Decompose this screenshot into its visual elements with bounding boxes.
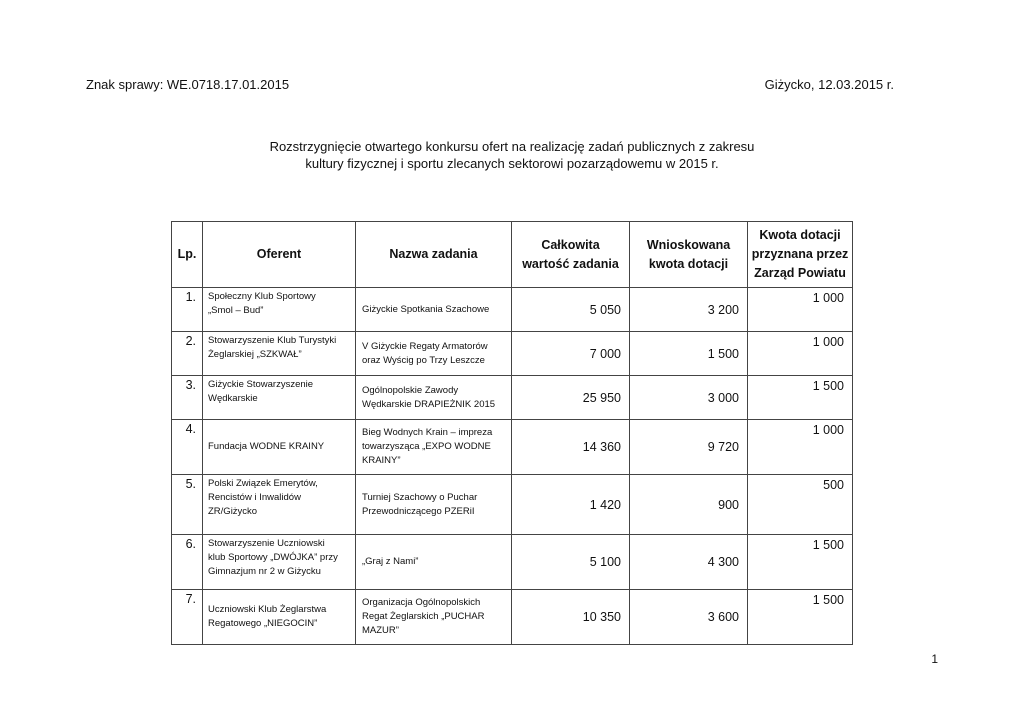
- row-oferent: Giżyckie Stowarzyszenie Wędkarskie: [203, 376, 356, 420]
- row-przyznana: 1 500: [748, 376, 853, 420]
- row-przyznana: 1 500: [748, 590, 853, 645]
- row-wnioskowana: 1 500: [630, 332, 748, 376]
- row-calkowita: 10 350: [512, 590, 630, 645]
- row-calkowita: 25 950: [512, 376, 630, 420]
- row-calkowita: 14 360: [512, 420, 630, 475]
- row-lp: 1.: [172, 288, 203, 332]
- case-reference: Znak sprawy: WE.0718.17.01.2015: [86, 77, 290, 92]
- row-calkowita: 5 050: [512, 288, 630, 332]
- row-calkowita: 7 000: [512, 332, 630, 376]
- title-line-1: Rozstrzygnięcie otwartego konkursu ofert na realizację zadań publicznych z zakresu: [269, 139, 755, 154]
- table-row: [172, 288, 853, 332]
- table-row: [172, 420, 853, 475]
- header-oferent: Oferent: [203, 222, 356, 288]
- row-oferent: Uczniowski Klub Żeglarstwa Regatowego „NIEGOCIN”: [203, 590, 356, 645]
- row-przyznana: 1 500: [748, 535, 853, 590]
- page-number: 1: [931, 652, 938, 666]
- row-zadanie: V Giżyckie Regaty Armatorów oraz Wyścig po Trzy Leszcze: [356, 332, 512, 376]
- row-lp: 2.: [172, 332, 203, 376]
- row-oferent: Polski Związek Emerytów, Rencistów i Inwalidów ZR/Giżycko: [203, 475, 356, 535]
- row-lp: 5.: [172, 475, 203, 535]
- row-zadanie: Organizacja Ogólnopolskich Regat Żeglarskich „PUCHAR MAZUR”: [356, 590, 512, 645]
- row-oferent: Społeczny Klub Sportowy „Smol – Bud”: [203, 288, 356, 332]
- row-lp: 6.: [172, 535, 203, 590]
- header-przyznana: Kwota dotacji przyznana przez Zarząd Powiatu: [748, 222, 853, 288]
- row-zadanie: Turniej Szachowy o Puchar Przewodniczącego PZERiI: [356, 475, 512, 535]
- row-przyznana: 1 000: [748, 420, 853, 475]
- row-oferent: Stowarzyszenie Uczniowski klub Sportowy „DWÓJKA” przy Gimnazjum nr 2 w Giżycku: [203, 535, 356, 590]
- row-przyznana: 500: [748, 475, 853, 535]
- table-header-row: [172, 222, 853, 288]
- row-wnioskowana: 4 300: [630, 535, 748, 590]
- row-lp: 3.: [172, 376, 203, 420]
- table-row: [172, 590, 853, 645]
- table-row: [172, 475, 853, 535]
- header-lp: Lp.: [172, 222, 203, 288]
- row-zadanie: Giżyckie Spotkania Szachowe: [356, 288, 512, 332]
- row-zadanie: „Graj z Nami”: [356, 535, 512, 590]
- row-calkowita: 1 420: [512, 475, 630, 535]
- row-wnioskowana: 3 000: [630, 376, 748, 420]
- row-wnioskowana: 900: [630, 475, 748, 535]
- document-title: [0, 138, 1024, 172]
- header-calkowita: Całkowita wartość zadania: [512, 222, 630, 288]
- row-zadanie: Ogólnopolskie Zawody Wędkarskie DRAPIEŻNIK 2015: [356, 376, 512, 420]
- title-line-2: kultury fizycznej i sportu zlecanych sektorowi pozarządowemu w 2015 r.: [305, 156, 719, 171]
- row-przyznana: 1 000: [748, 332, 853, 376]
- row-lp: 7.: [172, 590, 203, 645]
- row-przyznana: 1 000: [748, 288, 853, 332]
- header-wnioskowana: Wnioskowana kwota dotacji: [630, 222, 748, 288]
- row-wnioskowana: 3 600: [630, 590, 748, 645]
- header-zadanie: Nazwa zadania: [356, 222, 512, 288]
- table-row: [172, 535, 853, 590]
- row-calkowita: 5 100: [512, 535, 630, 590]
- table-row: [172, 332, 853, 376]
- row-wnioskowana: 9 720: [630, 420, 748, 475]
- row-oferent: Fundacja WODNE KRAINY: [203, 420, 356, 475]
- results-table: [171, 221, 853, 645]
- table-row: [172, 376, 853, 420]
- place-date: Giżycko, 12.03.2015 r.: [764, 77, 894, 92]
- row-wnioskowana: 3 200: [630, 288, 748, 332]
- row-lp: 4.: [172, 420, 203, 475]
- row-oferent: Stowarzyszenie Klub Turystyki Żeglarskiej „SZKWAŁ”: [203, 332, 356, 376]
- row-zadanie: Bieg Wodnych Krain – impreza towarzysząca „EXPO WODNE KRAINY”: [356, 420, 512, 475]
